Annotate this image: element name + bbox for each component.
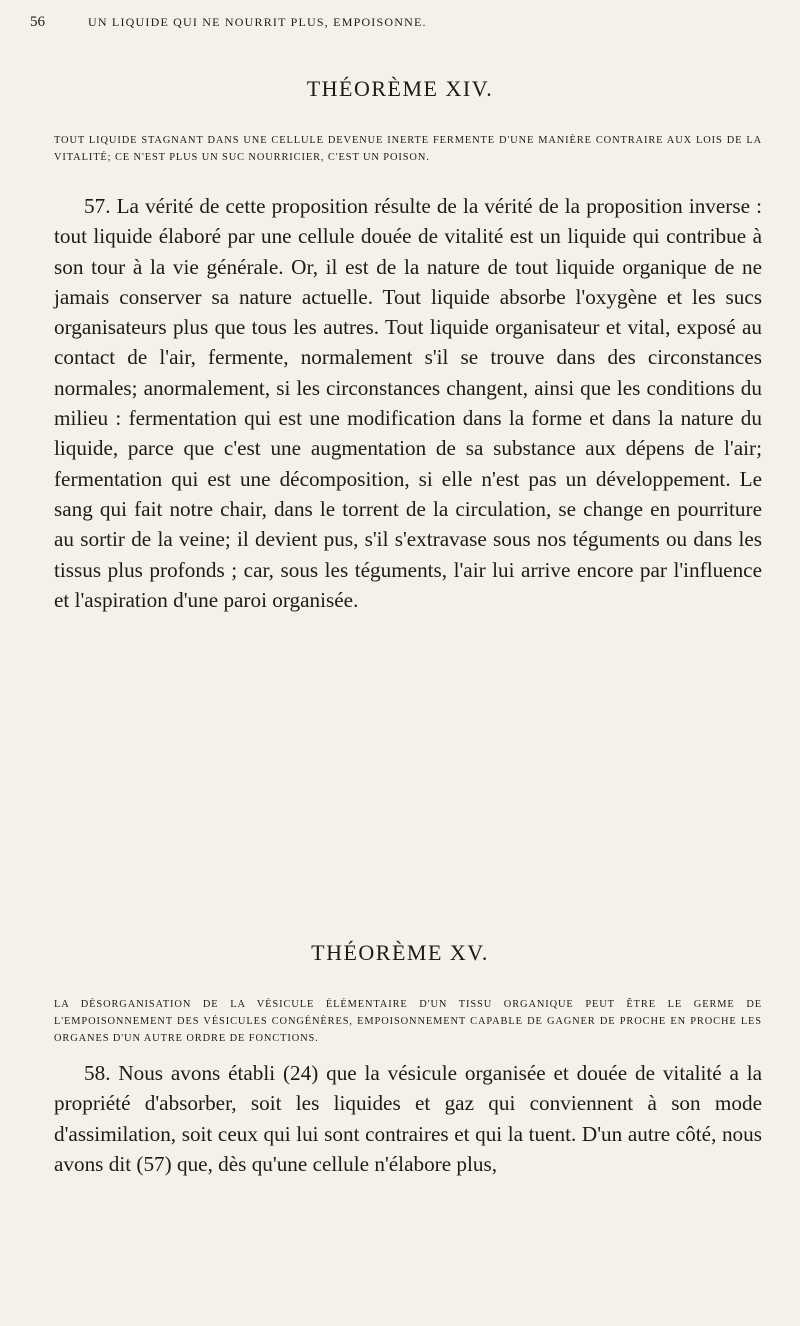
theorem-heading: THÉORÈME XIV. [306,76,494,101]
page-number: 56 [30,14,45,30]
running-title: UN LIQUIDE QUI NE NOURRIT PLUS, EMPOISONNE. [88,15,427,29]
paragraph [54,191,762,615]
paragraph-text: La vérité de cette proposition résulte de la vérité de la proposition inverse : tout liquide élaboré par une cellule douée de vitalité est un liquide qui contribue à son tour à la vie générale. Or, il est de la nature de tout liquide organique de ne jamais conserver sa nature actuelle. Tout liquide absorbe l'oxygène et les sucs organisateurs plus que tous les autres. Tout liquide organisateur et vital, exposé au contact de l'air, fermente, normalement s'il se trouve dans des circonstances normales; anormalement, si les circonstances changent, ainsi que les conditions du milieu : fermentation qui est une modification dans la forme et dans la nature du liquide, parce que c'est une augmentation de sa substance aux dépens de l'air; fermentation qui est une décomposition, si elle n'est pas un développement. Le sang qui fait notre chair, dans le torrent de la circulation, se change en pourriture au sortir de la veine; il devient pus, s'il s'extravase sous nos téguments ou dans les tissus plus profonds ; car, sous les téguments, l'air lui arrive encore par l'influence et l'aspiration d'une paroi organisée. [54,194,763,612]
theorem-summary: TOUT LIQUIDE STAGNANT DANS UNE CELLULE DEVENUE INERTE FERMENTE D'UNE MANIÈRE CONTRAIRE AUX LOIS DE LA VITALITÉ; CE N'EST PLUS UN SUC NOURRICIER, C'EST UN POISON. [54,135,762,163]
paragraph-number: 58. [84,1061,111,1085]
paragraph-text: Nous avons établi (24) que la vésicule organisée et douée de vitalité a la propriété d'absorber, soit les liquides et gaz qui conviennent à son mode d'assimilation, soit ceux qui lui sont contraires et qui la tuent. D'un autre côté, nous avons dit (57) que, dès qu'une cellule n'élabore plus, [54,1061,763,1176]
running-head [30,14,770,40]
paragraph [54,1058,762,1179]
theorem-heading: THÉORÈME XV. [311,940,489,965]
paragraph-number: 57. [84,194,111,218]
theorem-summary: LA DÉSORGANISATION DE LA VÉSICULE ÉLÉMENTAIRE D'UN TISSU ORGANIQUE PEUT ÊTRE LE GERME DE L'EMPOISONNEMENT DES VÉSICULES CONGÉNÈRES, EMPOISONNEMENT CAPABLE DE GAGNER DE PROCHE EN PROCHE LES ORGANES D'UN AUTRE ORDRE DE FONCTIONS. [54,999,762,1044]
